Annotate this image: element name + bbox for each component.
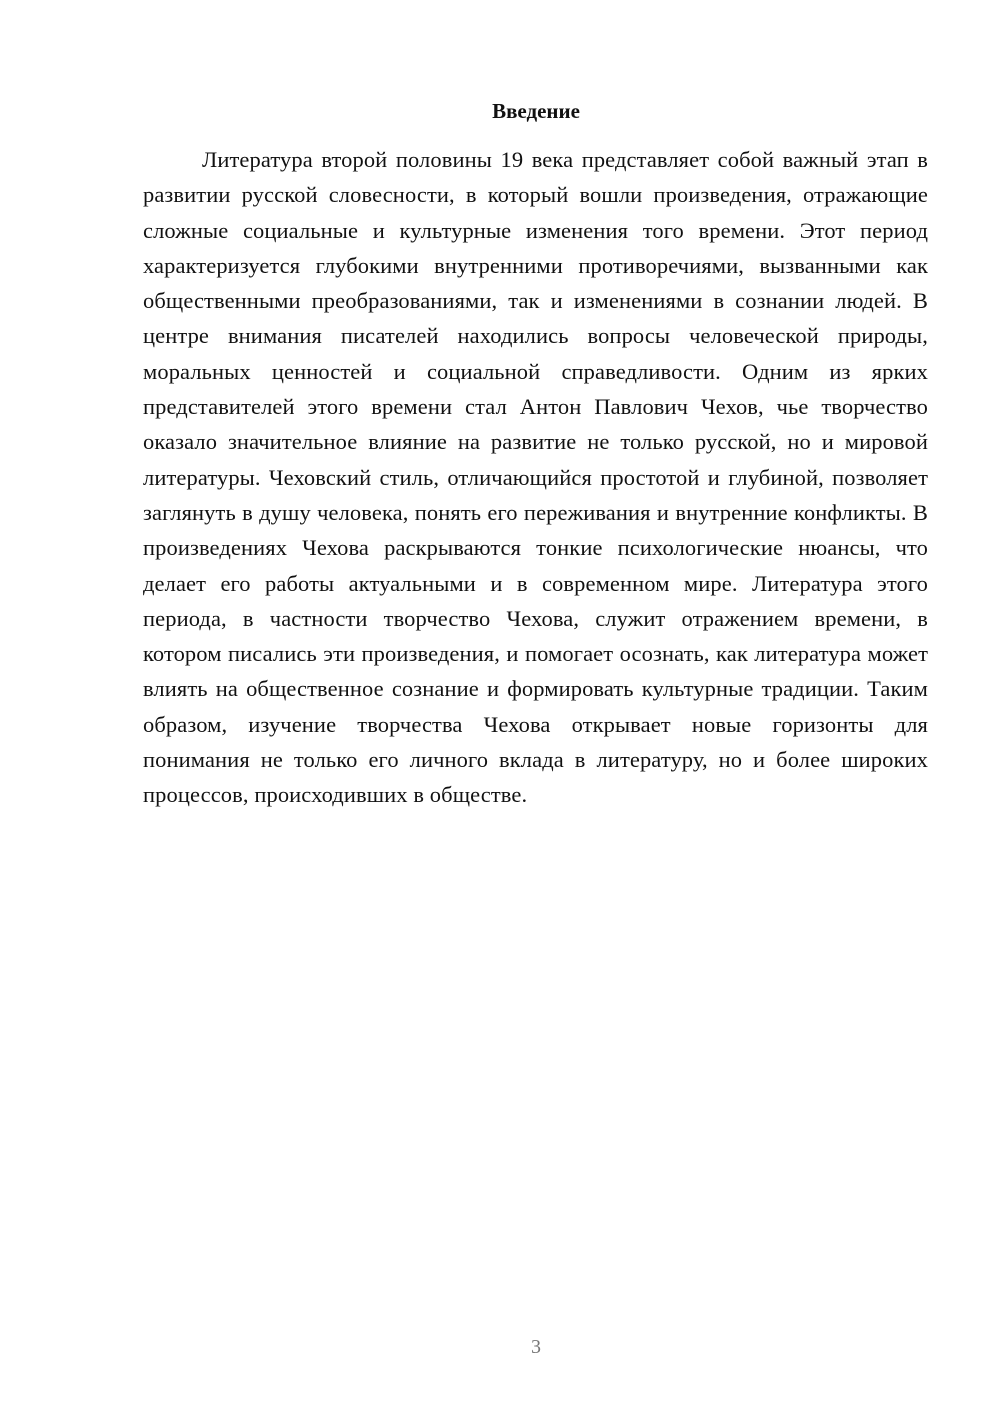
section-heading: Введение bbox=[492, 99, 580, 123]
body-paragraph: Литература второй половины 19 века представляет собой важный этап в развитии русской словесности, в который вошли произведения, отражающие сложные социальные и культурные изменения того времени. Этот период характеризуется глубокими внутренними противоречиями, вызванными как общественными преобразованиями, так и изменениями в сознании людей. В центре внимания писателей находились вопросы человеческой природы, моральных ценностей и социальной справедливости. Одним из ярких представителей этого времени стал Антон Павлович Чехов, чье творчество оказало значительное влияние на развитие не только русской, но и мировой литературы. Чеховский стиль, отличающийся простотой и глубиной, позволяет заглянуть в душу человека, понять его переживания и внутренние конфликты. В произведениях Чехова раскрываются тонкие психологические нюансы, что делает его работы актуальными и в современном мире. Литература этого периода, в частности творчество Чехова, служит отражением времени, в котором писались эти произведения, и помогает осознать, как литература может влиять на общественное сознание и формировать культурные традиции. Таким образом, изучение творчества Чехова открывает новые горизонты для понимания не только его личного вклада в литературу, но и более широких процессов, происходивших в обществе. bbox=[143, 147, 928, 808]
page-number: 3 bbox=[531, 1336, 541, 1358]
